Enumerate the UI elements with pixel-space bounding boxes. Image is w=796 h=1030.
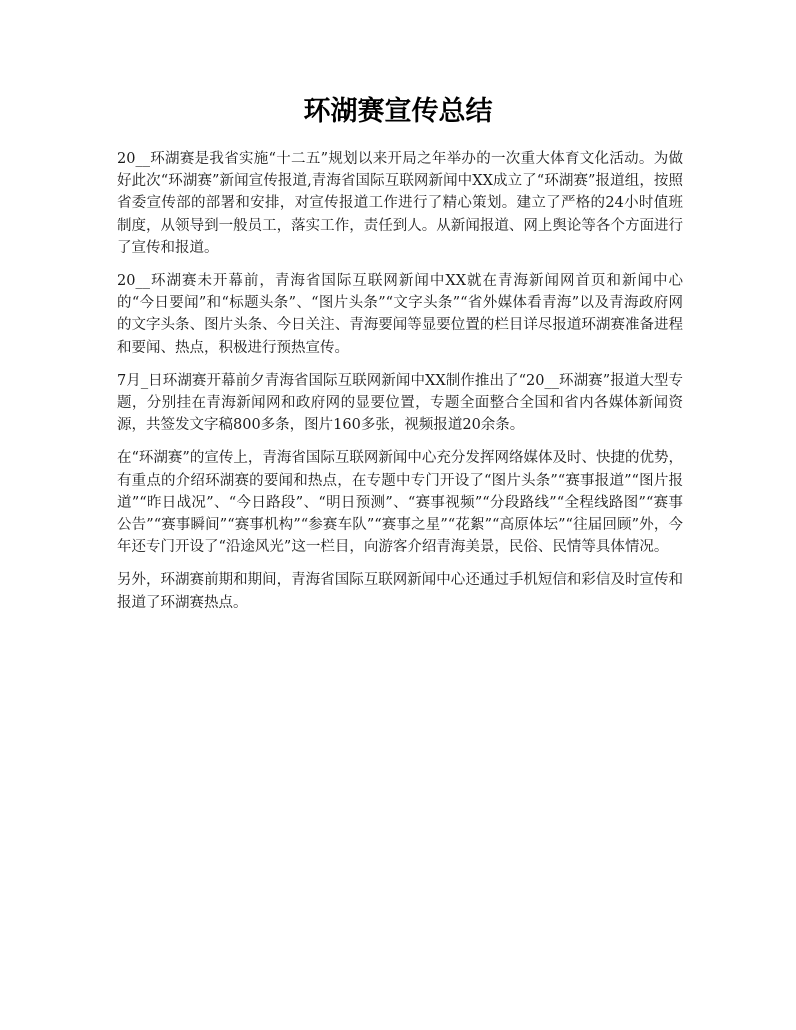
document-title: 环湖赛宣传总结 [303, 96, 493, 127]
document-body [117, 148, 683, 625]
paragraph: 20__环湖赛是我省实施“十二五”规划以来开局之年举办的一次重大体育文化活动。为做好此次“环湖赛”新闻宣传报道,青海省国际互联网新闻中XX成立了“环湖赛”报道组，按照省委宣传部的部署和安排，对宣传报道工作进行了精心策划。建立了严格的24小时值班制度，从领导到一般员工，落实工作，责任到人。从新闻报道、网上舆论等各个方面进行了宣传和报道。 [117, 151, 683, 256]
paragraph: 20__环湖赛未开幕前，青海省国际互联网新闻中XX就在青海新闻网首页和新闻中心的“今日要闻”和“标题头条”、“图片头条”“文字头条”“省外媒体看青海”以及青海政府网的文字头条、图片头条、今日关注、青海要闻等显要位置的栏目详尽报道环湖赛准备进程和要闻、热点，积极进行预热宣传。 [117, 273, 683, 356]
paragraph: 在“环湖赛”的宣传上，青海省国际互联网新闻中心充分发挥网络媒体及时、快捷的优势，有重点的介绍环湖赛的要闻和热点，在专题中专门开设了“图片头条”“赛事报道”“图片报道”“昨日战况”、“今日路段”、“明日预测”、“赛事视频”“分段路线”“全程线路图”“赛事公告”“赛事瞬间”“赛事机构”“参赛车队”“赛事之星”“花絮”“高原体坛”“往届回顾”外，今年还专门开设了“沿途风光”这一栏目，向游客介绍青海美景，民俗、民情等具体情况。 [117, 450, 683, 556]
paragraph: 另外，环湖赛前期和期间，青海省国际互联网新闻中心还通过手机短信和彩信及时宣传和报道了环湖赛热点。 [117, 572, 683, 611]
paragraph: 7月_日环湖赛开幕前夕青海省国际互联网新闻中XX制作推出了“20__环湖赛”报道大型专题，分别挂在青海新闻网和政府网的显要位置，专题全面整合全国和省内各媒体新闻资源，共签发文字稿800多条，图片160多张，视频报道20余条。 [117, 372, 683, 434]
